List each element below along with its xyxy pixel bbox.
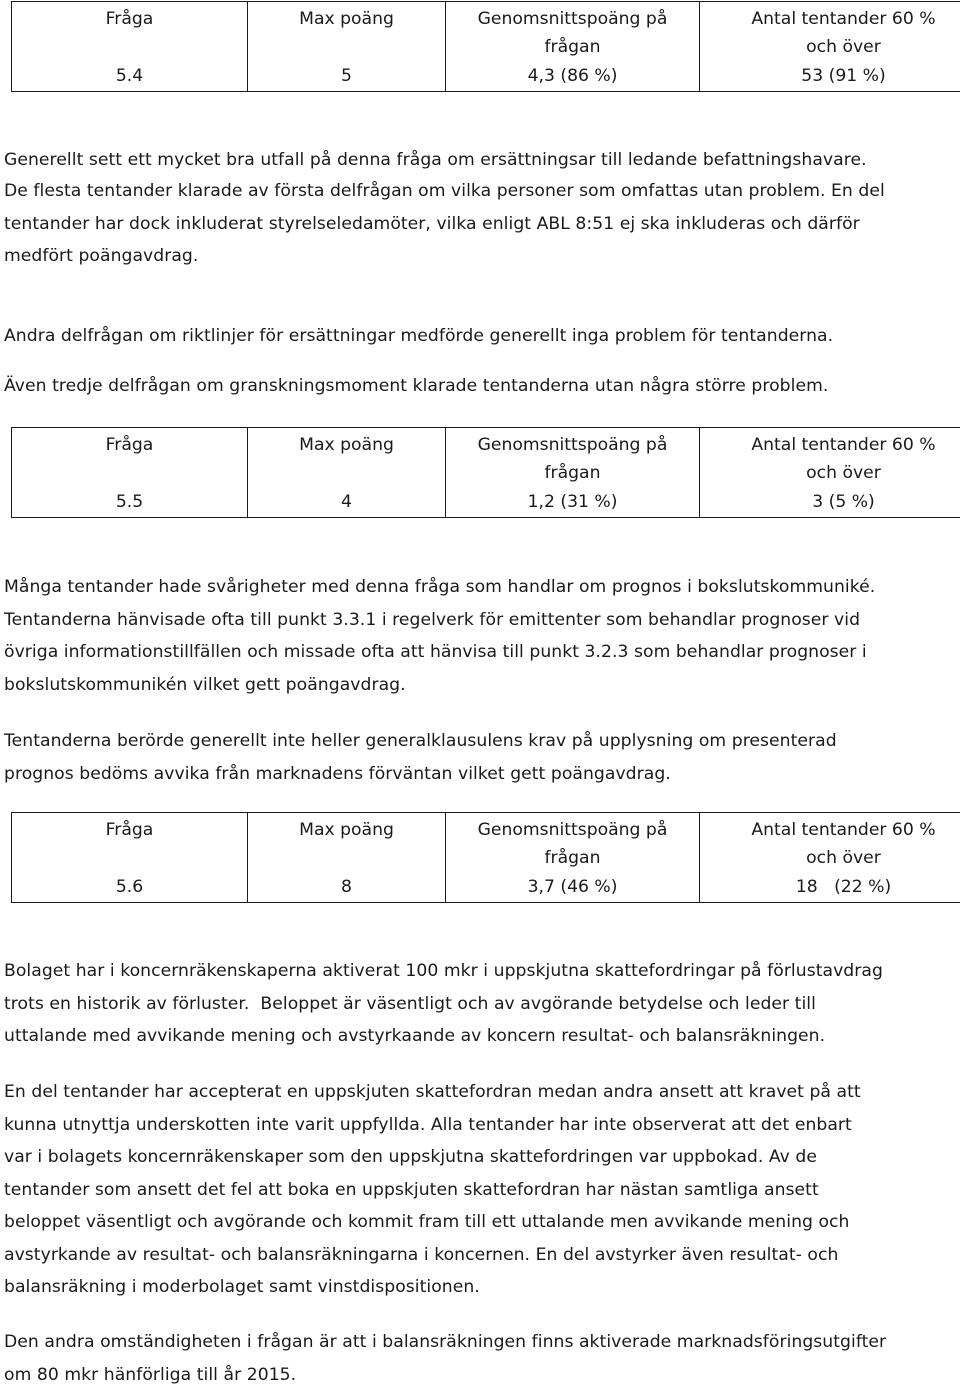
table-row (12, 487, 960, 518)
cell-candidates-60: 3 (5 %) (700, 487, 960, 518)
table-row (12, 61, 960, 92)
header-question: Fråga (12, 813, 248, 873)
results-table-5-6 (11, 812, 960, 903)
cell-candidates-60: 18 (22 %) (700, 872, 960, 903)
paragraph: Generellt sett ett mycket bra utfall på denna fråga om ersättningsar till ledande befattningshavare. (4, 144, 956, 177)
header-average-points: Genomsnittspoäng på frågan (446, 2, 700, 62)
header-max-points: Max poäng (248, 2, 446, 62)
header-average-points: Genomsnittspoäng på frågan (446, 813, 700, 873)
header-question: Fråga (12, 2, 248, 62)
paragraph: En del tentander har accepterat en uppskjuten skattefordran medan andra ansett att kravet på att kunna utnyttja underskotten inte varit uppfyllda. Alla tentander har inte observerat att det enbart var i bolagets koncernräkenskaper som den uppskjutna skattefordringen var uppbokad. Av de tentander som ansett det fel att boka en uppskjuten skattefordran har nästan samtliga ansett beloppet väsentligt och avgörande och kommit fram till ett uttalande men avvikande mening och avstyrkande av resultat- och balansräkningarna i koncernen. En del avstyrker även resultat- och balansräkning i moderbolaget samt vinstdispositionen. (4, 1076, 956, 1304)
cell-average-points: 4,3 (86 %) (446, 61, 700, 92)
paragraph: Även tredje delfrågan om granskningsmoment klarade tentanderna utan några större problem. (4, 370, 956, 403)
paragraph: Bolaget har i koncernräkenskaperna aktiverat 100 mkr i uppskjutna skattefordringar på förlustavdrag trots en historik av förluster. Beloppet är väsentligt och av avgörande betydelse och leder till uttalande med avvikande mening och avstyrkaande av koncern resultat- och balansräkningen. (4, 955, 956, 1053)
table-header-row (12, 428, 960, 488)
paragraph: Andra delfrågan om riktlinjer för ersättningar medförde generellt inga problem för tentanderna. (4, 320, 956, 353)
header-max-points: Max poäng (248, 428, 446, 488)
header-max-points: Max poäng (248, 813, 446, 873)
cell-average-points: 1,2 (31 %) (446, 487, 700, 518)
paragraph: Tentanderna berörde generellt inte heller generalklausulens krav på upplysning om presenterad prognos bedöms avvika från marknadens förväntan vilket gett poängavdrag. (4, 725, 956, 790)
results-table-5-5 (11, 427, 960, 518)
header-candidates-60: Antal tentander 60 % och över (700, 813, 960, 873)
cell-question: 5.6 (12, 872, 248, 903)
paragraph: Den andra omständigheten i frågan är att i balansräkningen finns aktiverade marknadsföringsutgifter om 80 mkr hänförliga till år 2015. (4, 1326, 956, 1391)
results-table-5-4 (11, 1, 960, 92)
cell-max-points: 8 (248, 872, 446, 903)
header-question: Fråga (12, 428, 248, 488)
table-header-row (12, 813, 960, 873)
paragraph: Många tentander hade svårigheter med denna fråga som handlar om prognos i bokslutskommuniké. Tentanderna hänvisade ofta till punkt 3.3.1 i regelverk för emittenter som behandlar prognoser vid övriga informationstillfällen och missade ofta att hänvisa till punkt 3.2.3 som behandlar prognoser i bokslutskommunikén vilket gett poängavdrag. (4, 571, 956, 701)
cell-average-points: 3,7 (46 %) (446, 872, 700, 903)
paragraph: De flesta tentander klarade av första delfrågan om vilka personer som omfattas utan problem. En del tentander har dock inkluderat styrelseledamöter, vilka enligt ABL 8:51 ej ska inkluderas och därför medfört poängavdrag. (4, 175, 956, 273)
cell-candidates-60: 53 (91 %) (700, 61, 960, 92)
cell-max-points: 4 (248, 487, 446, 518)
cell-max-points: 5 (248, 61, 446, 92)
header-candidates-60: Antal tentander 60 % och över (700, 2, 960, 62)
header-average-points: Genomsnittspoäng på frågan (446, 428, 700, 488)
table-header-row (12, 2, 960, 62)
header-candidates-60: Antal tentander 60 % och över (700, 428, 960, 488)
cell-question: 5.4 (12, 61, 248, 92)
table-row (12, 872, 960, 903)
cell-question: 5.5 (12, 487, 248, 518)
